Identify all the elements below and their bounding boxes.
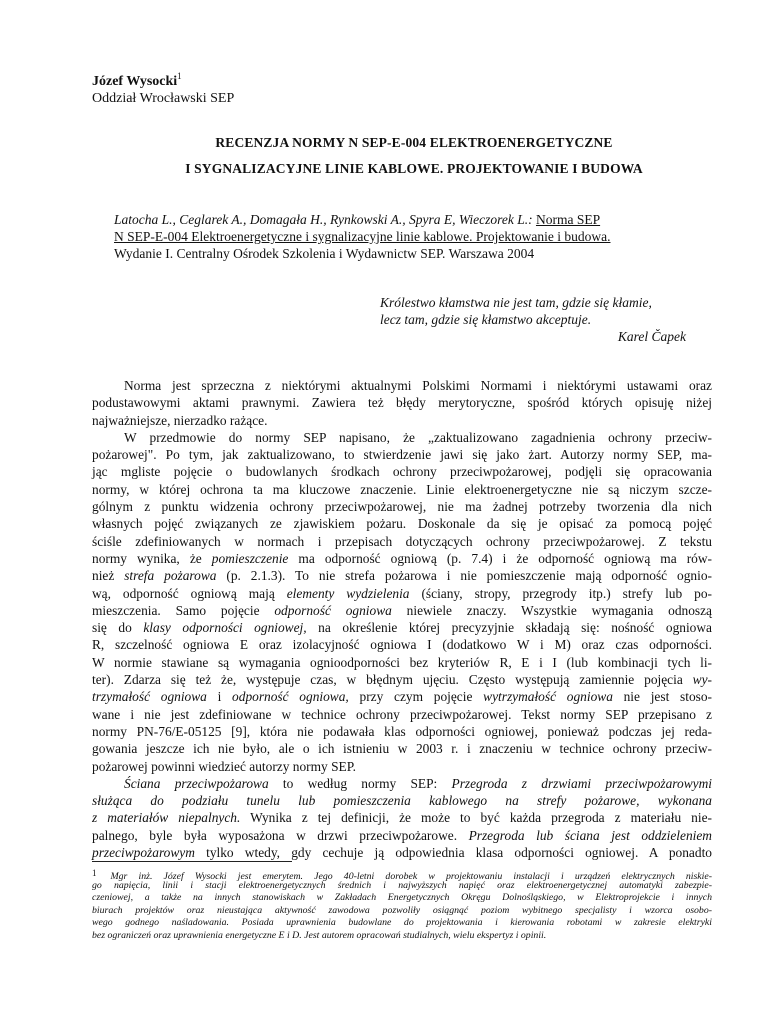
emphasis-run: służąca do podziału tunelu lub pomieszczenia kablowego na strefy pożarowe, wykonana — [92, 793, 712, 809]
text-run: niewiele znaczy. Wszystkie wymagania odnoszą — [391, 602, 713, 618]
author-block — [92, 68, 234, 107]
body-line: W przedmowie do normy SEP napisano, że „zaktualizowano zagadnienia ochrony przeciw- — [124, 429, 712, 445]
norm-authors: Latocha L., Ceglarek A., Domagała H., Rynkowski A., Spyra E, Wieczorek L.: — [114, 212, 533, 227]
footnote-line: biurach projektów oraz nieustająca aktywność zawodowa pozwoliły osiągnąć poziom wybitnego specjalisty i wzorca osobo- — [92, 904, 712, 916]
text-run: mieszczenia. Samo pojęcie — [92, 602, 275, 618]
body-line — [92, 792, 712, 809]
emphasis-run: przeciwpożarowym — [92, 845, 195, 861]
emphasis-run: Przegroda z drzwiami przeciwpożarowymi — [451, 775, 712, 791]
emphasis-run: z materiałów niepalnych. — [92, 810, 241, 826]
body-line: gólnym z punktu widzenia ochrony przeciwpożarowej, nie ma żadnej potrzeby tworzenia dla nich — [92, 499, 712, 515]
body-line: normy, w której ochrona ta ma kluczowe znaczenie. Linie elektroenergetyczne nie są niczym szcze- — [92, 481, 712, 497]
body-line — [92, 619, 712, 636]
emphasis-run: wytrzymałość ogniowa — [483, 689, 613, 705]
emphasis-run: odporność ogniowa, — [232, 689, 349, 705]
emphasis-run: trzymałość ogniowa — [92, 689, 207, 705]
body-line: Norma jest sprzeczna z niektórymi aktualnymi Polskimi Normami i niektórymi ustawami oraz — [124, 378, 712, 393]
body-line — [92, 585, 712, 602]
body-line — [92, 671, 712, 688]
emphasis-run: Ściana przeciwpożarowa — [124, 775, 269, 791]
epigraph — [380, 294, 686, 345]
body-line: pożarowej". Po tym, jak zaktualizowano, to stwierdzenie jawi się jako żart. Autorzy normy SEP, ma- — [92, 447, 712, 463]
text-run: palnego, byle była wyposażona w drzwi przeciwpożarowe. — [92, 827, 469, 843]
document-title-line-2: I SYGNALIZACYJNE LINIE KABLOWE. PROJEKTOWANIE I BUDOWA — [185, 161, 643, 176]
text-run: na określenie której precyzyjnie składają się: nośność ogniowa — [306, 620, 712, 636]
emphasis-run: strefa pożarowa — [124, 568, 217, 584]
norm-edition: Wydanie I. Centralny Ośrodek Szkolenia i Wydawnictw SEP. Warszawa 2004 — [114, 246, 535, 261]
author-name-text: Józef Wysocki — [92, 74, 178, 89]
body-line: normy PN-76/E-05125 [9], która nie podawała klas odporności ogniowej, ponieważ podczas jej reda- — [92, 723, 712, 739]
document-title-line-1: RECENZJA NORMY N SEP-E-004 ELEKTROENERGETYCZNE — [215, 135, 613, 150]
text-run: się do — [92, 620, 144, 636]
body-line: wane i nie jest zdefiniowane w technice ochrony przeciwpożarowej. Tekst normy SEP przepisano z — [92, 706, 712, 722]
body-line: R, szczelność ogniowa E oraz izolacyjność ogniowa I (dodatkowo W i M) oraz czas odporności. — [92, 637, 712, 653]
emphasis-run: elementy wydzielenia — [286, 585, 410, 601]
epigraph-signature: Karel Čapek — [617, 329, 686, 344]
text-run: normy wynika, że — [92, 550, 212, 566]
epigraph-line-1: Królestwo kłamstwa nie jest tam, gdzie się kłamie, — [380, 295, 652, 310]
body-line — [92, 775, 712, 792]
body-line: pożarowej powinni wiedzieć autorzy normy SEP. — [92, 758, 357, 774]
emphasis-run: odporność ogniowa — [274, 602, 392, 618]
emphasis-run: pomieszczenie — [211, 550, 289, 566]
text-run: Wynika z tej definicji, że może to być każda przegroda z materiału nie- — [240, 810, 712, 826]
norm-title-part-2: N SEP-E-004 Elektroenergetyczne i sygnalizacyjne linie kablowe. Projektowanie i budowa. — [114, 229, 611, 244]
text-run: przy czym pojęcie — [348, 689, 484, 705]
footnote-line: bez ograniczeń oraz uprawnienia energetyczne E i D. Jest autorem opracowań studialnych, wielu ekspertyz i opinii. — [92, 929, 547, 941]
text-run: (ściany, stropy, przegrody itp.) strefy lub po- — [409, 585, 712, 601]
footnote-separator — [92, 861, 292, 862]
text-run: ter). Zdarza się też że, występuje czas, w błędnym ujęciu. Często występują zamiennie pojęcia — [92, 672, 693, 688]
epigraph-line-2: lecz tam, gdzie się kłamstwo akceptuje. — [380, 312, 592, 327]
emphasis-run: wy- — [692, 672, 712, 688]
body-line — [92, 688, 712, 705]
text-run: wą, odporność ogniową mają — [92, 585, 287, 601]
text-run: i — [206, 689, 233, 705]
text-run: nież — [92, 568, 125, 584]
body-line: jąc mgliste pojęcie o budowlanych środkach ochrony przeciwpożarowej, podjęli się opracowania — [92, 464, 712, 480]
text-run: nie jest stoso- — [612, 689, 713, 705]
body-line: W normie stawiane są wymagania ognioodporności bez kryteriów R, E i I (lub kombinacji tych li- — [92, 654, 712, 670]
reviewed-norm-reference — [114, 211, 694, 262]
footnote-reference: 1 — [177, 71, 182, 81]
footnote-line: go napięcia, linii i stacji elektroenergetycznych średnich i najwyższych napięć oraz elektroenergetycznej automatyki zabezpie- — [92, 879, 712, 891]
body-line: własnych pojęć związanych ze zjawiskiem pożaru. Doskonale da się je opisać za pomocą pojęć — [92, 516, 712, 532]
footnote-line: czeniowej, a także na innych stanowiskach w Zakładach Energetycznych Okręgu Dolnośląskiego, w Elektroprojekcie i innych — [92, 892, 712, 903]
norm-title-part-1: Norma SEP — [535, 212, 601, 227]
body-line — [92, 827, 712, 844]
footnote-line: wego godnego naśladowania. Posiada uprawnienia budowlane do projektowania i kierowania robotami w zakresie elektryki — [92, 917, 712, 928]
body-line: ściśle zdefiniowanych w normach i przepisach dotyczących ochrony przeciwpożarowej. Z tekstu — [92, 533, 712, 549]
author-affiliation: Oddział Wrocławski SEP — [92, 91, 235, 106]
body-line: podustawowymi aktami prawnymi. Zawiera też błędy merytoryczne, spośród których opisuję niżej — [92, 395, 712, 411]
body-line — [92, 844, 712, 861]
emphasis-run: klasy odporności ogniowej, — [143, 620, 307, 636]
footnote — [92, 867, 712, 942]
body-line — [92, 567, 712, 584]
text-run: (p. 2.1.3). To nie strefa pożarowa i nie pomieszczenie mają odporność ognio- — [216, 568, 712, 584]
body-line — [92, 602, 712, 619]
text-run: to według normy SEP: — [268, 775, 452, 791]
body-line: gowania jeszcze ich nie było, ale o ich istnieniu w 2003 r. i znaczeniu w technice ochrony przeciw- — [92, 741, 712, 757]
body-text — [92, 377, 712, 861]
text-run: tylko wtedy, gdy cechuje ją odpowiednia klasa odporności ogniowej. A ponadto — [194, 845, 712, 861]
footnote-mark: 1 — [92, 868, 97, 878]
body-line — [92, 809, 712, 826]
text-run: ma odporność ogniową (p. 7.4) i że odporność ogniową ma rów- — [288, 550, 712, 566]
author-name — [92, 68, 234, 90]
emphasis-run: Przegroda lub ściana jest oddzieleniem — [468, 827, 712, 843]
footnote-text: Mgr inż. Józef Wysocki jest emerytem. Jego 40-letni dorobek w projektowaniu instalacji i urządzeń elektrycznych niskie- — [110, 871, 712, 882]
body-line: najważniejsze, nierzadko rażące. — [92, 412, 268, 428]
body-line — [92, 550, 712, 567]
footnote-line — [92, 867, 712, 880]
